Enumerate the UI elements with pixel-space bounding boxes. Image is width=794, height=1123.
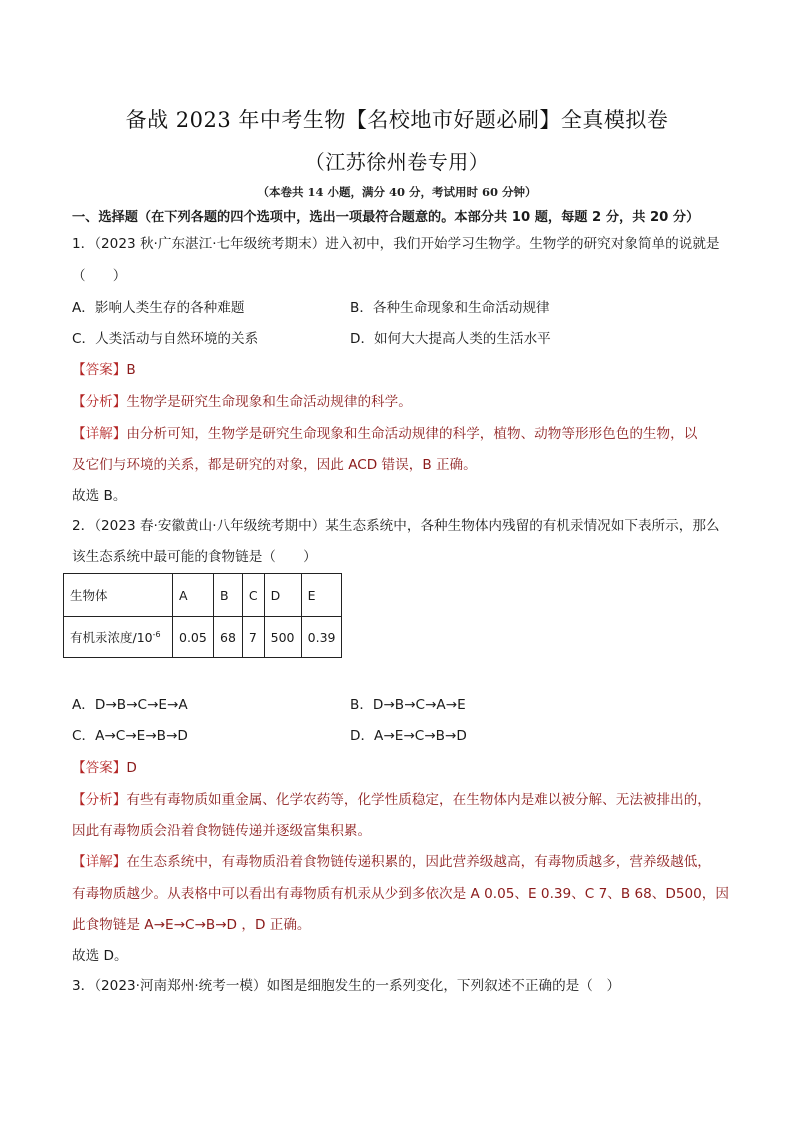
q2-option-c: C．A→C→E→B→D (72, 728, 188, 744)
document-subtitle: （江苏徐州卷专用） (304, 150, 490, 174)
table-cell: 0.39 (301, 617, 342, 658)
q2-option-a: A．D→B→C→E→A (72, 697, 188, 713)
analysis-text: 生物学是研究生命现象和生命活动规律的科学。 (126, 394, 412, 410)
q2-detail-line2: 有毒物质越少。从表格中可以看出有毒物质有机汞从少到多依次是 A 0.05、E 0.39、C 7、B 68、D500，因 (72, 886, 729, 902)
q1-option-d: D．如何大大提高人类的生活水平 (350, 331, 551, 347)
answer-value: D (126, 760, 137, 776)
q1-detail-line1 (72, 424, 697, 444)
exam-note: （本卷共 14 小题，满分 40 分，考试用时 60 分钟） (257, 185, 537, 199)
table-row (64, 617, 342, 658)
detail-text: 由分析可知，生物学是研究生命现象和生命活动规律的科学，植物、动物等形形色色的生物，以 (126, 426, 698, 442)
document-title: 备战 2023 年中考生物【名校地市好题必刷】全真模拟卷 (125, 108, 669, 132)
mercury-table (63, 573, 342, 658)
table-cell: 68 (214, 617, 243, 658)
analysis-tag: 【分析】 (72, 792, 127, 808)
q1-detail-line2: 及它们与环境的关系，都是研究的对象，因此 ACD 错误，B 正确。 (72, 457, 477, 473)
exponent: -6 (152, 629, 161, 639)
answer-tag: 【答案】 (72, 362, 127, 378)
q2-conclusion: 故选 D。 (72, 948, 128, 964)
answer-tag: 【答案】 (72, 760, 127, 776)
table-cell: 0.05 (173, 617, 214, 658)
q3-stem: 3．（2023·河南郑州·统考一模）如图是细胞发生的一系列变化，下列叙述不正确的是（ ） (72, 978, 621, 994)
table-row-label: 有机汞浓度/10 (70, 630, 153, 645)
table-cell (64, 617, 173, 658)
section-heading: 一、选择题（在下列各题的四个选项中，选出一项最符合题意的。本部分共 10 题，每题 2 分，共 20 分） (72, 210, 700, 225)
q2-stem-line2: 该生态系统中最可能的食物链是（ ） (72, 549, 317, 565)
q2-detail-line3: 此食物链是 A→E→C→B→D ，D 正确。 (72, 917, 311, 933)
q1-stem-line1: 1．（2023 秋·广东湛江·七年级统考期末）进入初中，我们开始学习生物学。生物学的研究对象简单的说就是 (72, 236, 720, 252)
q1-option-b: B．各种生命现象和生命活动规律 (350, 300, 550, 316)
detail-text: 在生态系统中，有毒物质沿着食物链传递积累的，因此营养级越高，有毒物质越多，营养级越低， (126, 854, 711, 870)
table-cell: 生物体 (64, 574, 173, 617)
table-cell: 7 (242, 617, 264, 658)
table-row (64, 574, 342, 617)
detail-tag: 【详解】 (72, 854, 127, 870)
table-cell: 500 (264, 617, 301, 658)
q2-stem-line1: 2．（2023 春·安徽黄山·八年级统考期中）某生态系统中，各种生物体内残留的有机汞情况如下表所示，那么 (72, 518, 720, 534)
analysis-tag: 【分析】 (72, 394, 127, 410)
table-cell: B (214, 574, 243, 617)
detail-tag: 【详解】 (72, 426, 127, 442)
q1-conclusion: 故选 B。 (72, 488, 127, 504)
q1-analysis (72, 392, 412, 412)
q2-detail-line1 (72, 852, 711, 872)
q2-answer (72, 758, 137, 778)
table-cell: E (301, 574, 342, 617)
q2-option-d: D．A→E→C→B→D (350, 728, 467, 744)
table-cell: C (242, 574, 264, 617)
q1-option-a: A．影响人类生存的各种难题 (72, 300, 245, 316)
q1-option-c: C．人类活动与自然环境的关系 (72, 331, 259, 347)
q1-answer (72, 360, 136, 380)
table-cell: D (264, 574, 301, 617)
q2-analysis-line1 (72, 790, 711, 810)
q1-stem-line2: （ ） (72, 268, 127, 284)
analysis-text: 有些有毒物质如重金属、化学农药等，化学性质稳定，在生物体内是难以被分解、无法被排出的， (126, 792, 711, 808)
q2-analysis-line2: 因此有毒物质会沿着食物链传递并逐级富集积累。 (72, 823, 372, 839)
table-cell: A (173, 574, 214, 617)
q2-option-b: B．D→B→C→A→E (350, 697, 466, 713)
answer-value: B (126, 362, 136, 378)
